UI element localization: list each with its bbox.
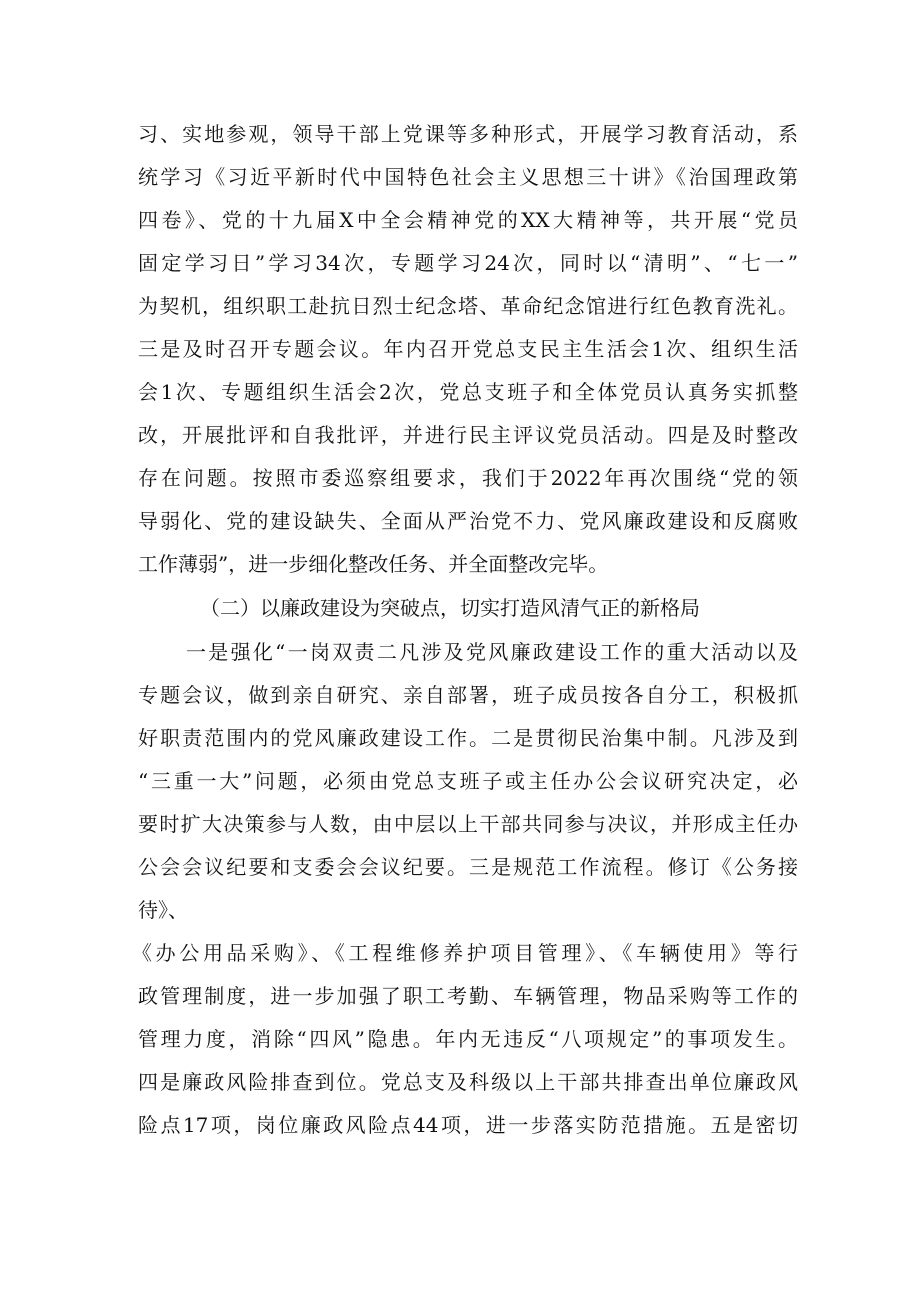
body-text-line: 公会会议纪要和支委会会议纪要。三是规范工作流程。修订《公务接	[138, 855, 798, 879]
body-text-line: 待》、	[138, 898, 188, 922]
body-text-line: “三重一大”问题，必须由党总支班子或主任办公会议研究决定，必	[138, 769, 798, 793]
body-text-line: 为契机，组织职工赴抗日烈士纪念塔、革命纪念馆进行红色教育洗礼。	[138, 294, 798, 318]
body-text-line: 会1次、专题组织生活会2次，党总支班子和全体党员认真务实抓整	[138, 380, 798, 404]
body-text-line: 四是廉政风险排查到位。党总支及科级以上干部共排查出单位廉政风	[138, 1070, 798, 1094]
body-text-line: 政管理制度，进一步加强了职工考勤、车辆管理，物品采购等工作的	[138, 984, 798, 1008]
section-heading: （二）以廉政建设为突破点，切实打造风清气正的新格局	[200, 596, 700, 620]
body-text-line: 险点17项，岗位廉政风险点44项，进一步落实防范措施。五是密切	[138, 1113, 798, 1137]
body-text-line: 导弱化、党的建设缺失、全面从严治党不力、党风廉政建设和反腐败	[138, 509, 798, 533]
body-text-line: 一是强化“一岗双责二凡涉及党风廉政建设工作的重大活动以及	[186, 640, 798, 664]
body-text-line: 管理力度，消除“四风”隐患。年内无违反“八项规定”的事项发生。	[138, 1027, 798, 1051]
body-text-line: 统学习《习近平新时代中国特色社会主义思想三十讲》《治国理政第	[138, 165, 798, 189]
body-text-line: 三是及时召开专题会议。年内召开党总支民主生活会1次、组织生活	[138, 337, 798, 361]
body-text-line: 存在问题。按照市委巡察组要求，我们于2022年再次围绕“党的领	[138, 466, 798, 490]
body-text-line: 固定学习日”学习34次，专题学习24次，同时以“清明”、“七一”	[138, 251, 798, 275]
body-text-line: 《办公用品采购》、《工程维修养护项目管理》、《车辆使用》等行	[132, 941, 798, 965]
body-text-line: 习、实地参观，领导干部上党课等多种形式，开展学习教育活动，系	[138, 122, 798, 146]
body-text-line: 改，开展批评和自我批评，并进行民主评议党员活动。四是及时整改	[138, 423, 798, 447]
body-text-line: 专题会议，做到亲自研究、亲自部署，班子成员按各自分工，积极抓	[138, 683, 798, 707]
body-text-line: 要时扩大决策参与人数，由中层以上干部共同参与决议，并形成主任办	[138, 812, 798, 836]
body-text-line: 四卷》、党的十九届X中全会精神党的XX大精神等，共开展“党员	[138, 208, 798, 232]
body-text-line: 好职责范围内的党风廉政建设工作。二是贯彻民治集中制。凡涉及到	[138, 726, 798, 750]
body-text-line: 工作薄弱”，进一步细化整改任务、并全面整改完毕。	[138, 552, 609, 576]
